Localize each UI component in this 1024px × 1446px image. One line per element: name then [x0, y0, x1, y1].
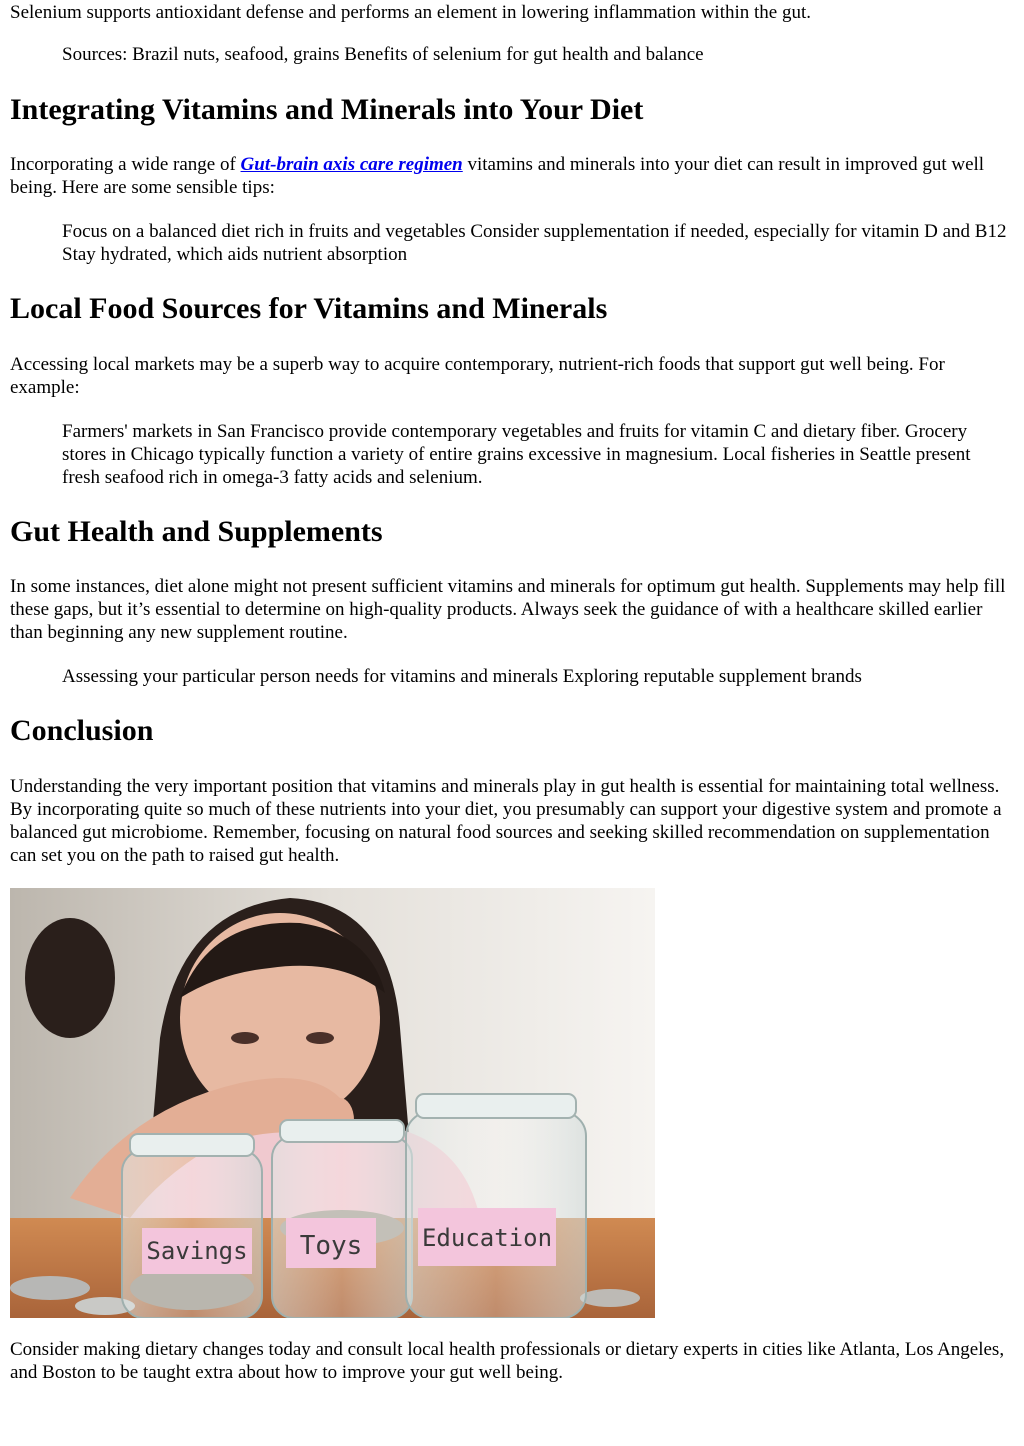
local-markets-paragraph: Accessing local markets may be a superb way to acquire contemporary, nutrient-rich foods that support gut well being. For example:	[10, 354, 945, 398]
heading-conclusion: Conclusion	[10, 714, 154, 747]
jar-label-education: Education	[421, 1224, 553, 1252]
heading-integrating: Integrating Vitamins and Minerals into Your Diet	[10, 93, 644, 126]
tips-list: Focus on a balanced diet rich in fruits and vegetables Consider supplementation if needed, especially for vitamin D and B12 Stay hydrated, which aids nutrient absorption	[62, 221, 1007, 265]
supplements-list: Assessing your particular person needs for vitamins and minerals Exploring reputable supplement brands	[62, 666, 862, 687]
gut-brain-axis-link[interactable]: Gut-brain axis care regimen	[240, 154, 463, 175]
jar-label-savings: Savings	[146, 1237, 248, 1265]
heading-local-food: Local Food Sources for Vitamins and Minerals	[10, 292, 608, 325]
closing-paragraph: Consider making dietary changes today and consult local health professionals or dietary experts in cities like Atlanta, Los Angeles, and Boston to be taught extra about how to improve your gut well being.	[10, 1339, 1005, 1383]
integrating-paragraph	[10, 153, 1010, 199]
local-markets-list: Farmers' markets in San Francisco provide contemporary vegetables and fruits for vitamin C and dietary fiber. Grocery stores in Chicago typically function a variety of entire grains excessive in magnesium. Local fisheries in Seattle present fresh seafood rich in omega-3 fatty acids and selenium.	[62, 421, 971, 488]
integrating-text-after: vitamins and minerals into your diet can result in improved gut well being. Here are some sensible tips:	[10, 154, 985, 198]
conclusion-paragraph: Understanding the very important position that vitamins and minerals play in gut health is essential for maintaining total wellness. By incorporating quite so much of these nutrients into your diet, you presumably can support your digestive system and promote a balanced gut microbiome. Remember, focusing on natural food sources and seeking skilled recommendation on supplementation can set you on the path to raised gut health.	[10, 776, 1002, 866]
selenium-paragraph: Selenium supports antioxidant defense and performs an element in lowering inflammation within the gut.	[10, 2, 811, 23]
child-coin-jars-photo	[10, 888, 655, 1318]
jar-label-toys: Toys	[299, 1231, 363, 1261]
supplements-paragraph: In some instances, diet alone might not present sufficient vitamins and minerals for optimum gut health. Supplements may help fill these gaps, but it’s essential to determine on high-quality products. Always seek the guidance of with a healthcare skilled earlier than beginning any new supplement routine.	[10, 576, 1006, 643]
heading-gut-supplements: Gut Health and Supplements	[10, 515, 383, 548]
selenium-sources-list: Sources: Brazil nuts, seafood, grains Benefits of selenium for gut health and balance	[62, 44, 704, 65]
integrating-text-before: Incorporating a wide range of	[10, 154, 241, 175]
